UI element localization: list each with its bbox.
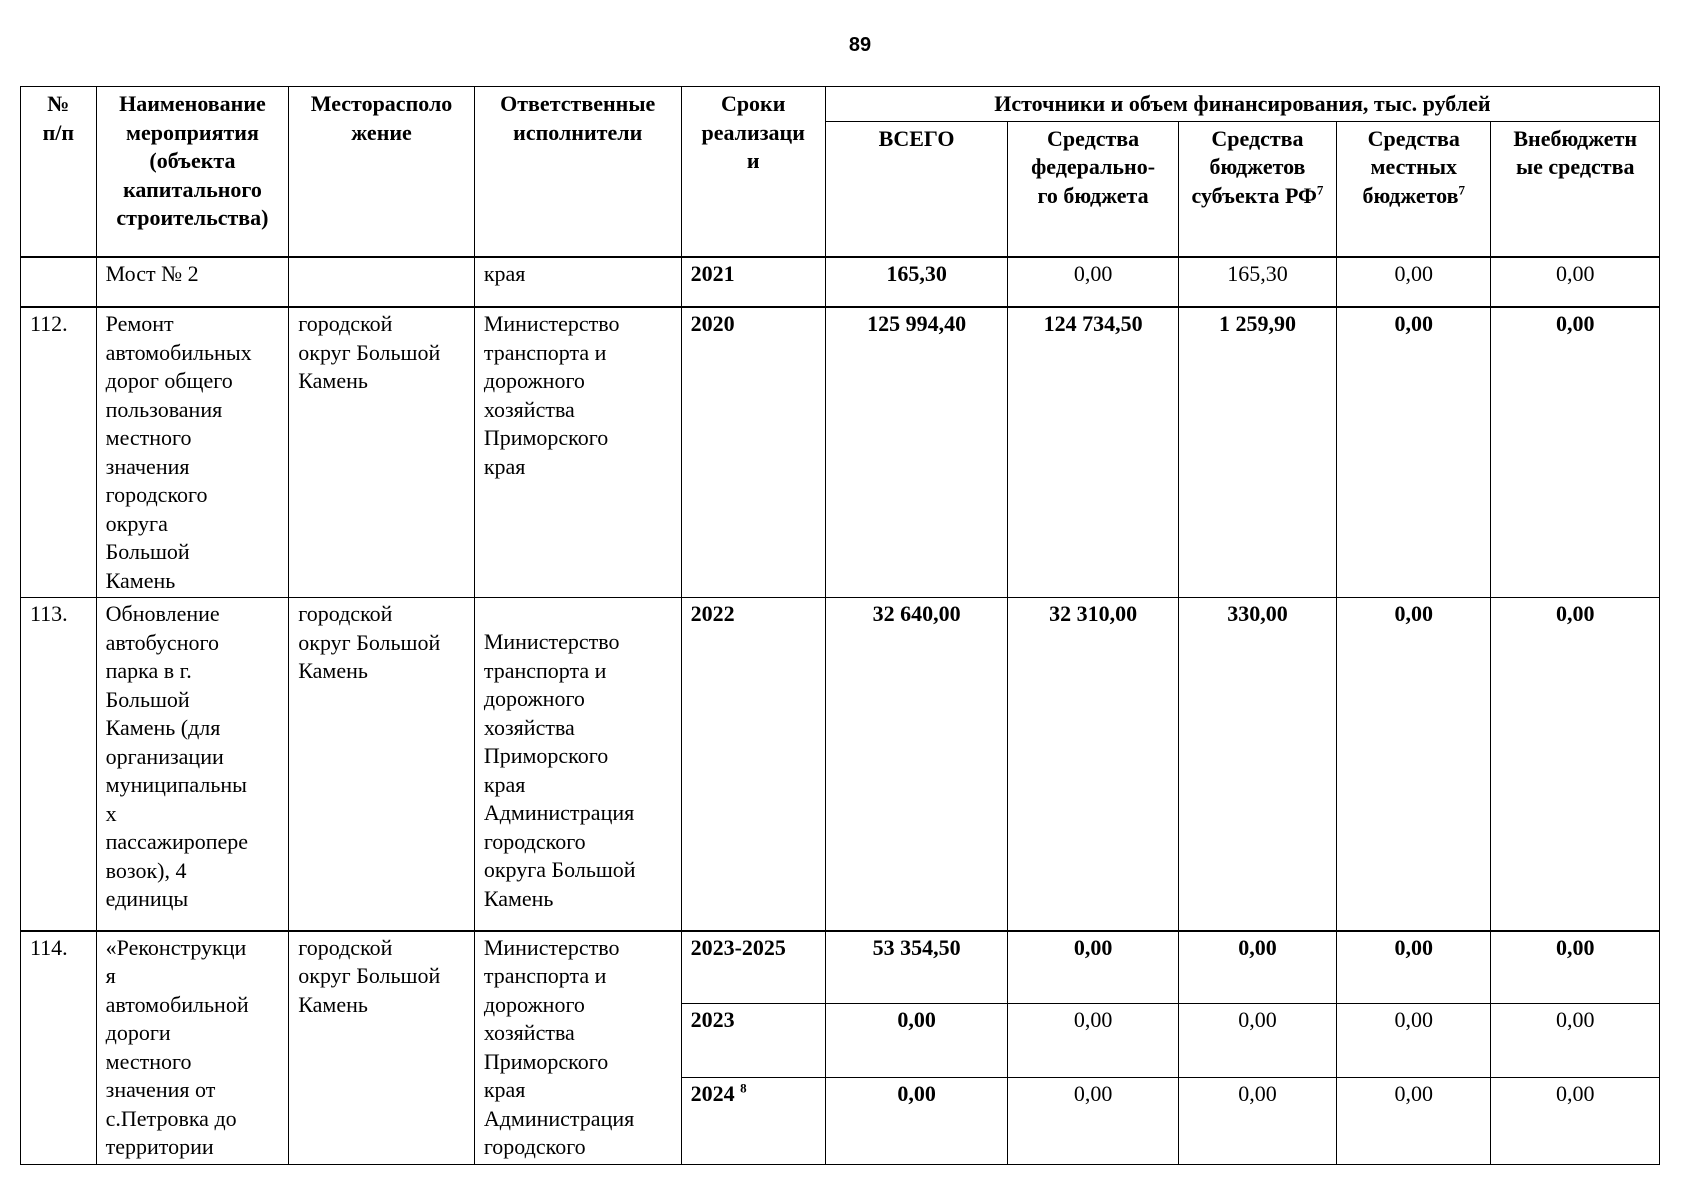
cell-period: 2022 [681, 598, 825, 931]
cell-federal: 124 734,50 [1008, 307, 1178, 598]
header-local-footnote: 7 [1458, 182, 1465, 198]
cell-local: 0,00 [1337, 257, 1491, 307]
header-federal: Средства федерально- го бюджета [1008, 121, 1178, 257]
cell-subject: 0,00 [1178, 1004, 1336, 1077]
cell-extra: 0,00 [1491, 257, 1660, 307]
cell-local: 0,00 [1337, 931, 1491, 1004]
cell-subject: 0,00 [1178, 931, 1336, 1004]
cell-num [21, 257, 97, 307]
cell-num: 113. [21, 598, 97, 931]
table-row [21, 307, 1660, 598]
cell-federal: 32 310,00 [1008, 598, 1178, 931]
cell-federal: 0,00 [1008, 257, 1178, 307]
cell-location: городской округ Большой Камень [289, 307, 475, 598]
financing-table [20, 86, 1660, 1165]
cell-subject: 1 259,90 [1178, 307, 1336, 598]
header-subject-footnote: 7 [1316, 182, 1324, 198]
period-footnote: 8 [740, 1080, 747, 1096]
header-name: Наименование мероприятия (объекта капитального строительства) [96, 87, 289, 258]
cell-name: Мост № 2 [96, 257, 289, 307]
cell-extra: 0,00 [1491, 1077, 1660, 1164]
header-local [1337, 121, 1491, 257]
cell-total: 0,00 [825, 1077, 1008, 1164]
table-row [21, 931, 1660, 1004]
cell-name: Обновление автобусного парка в г. Большой Камень (для организации муниципальны х пассажиропере возок), 4 единицы [96, 598, 289, 931]
table-row [21, 598, 1660, 931]
header-subject [1178, 121, 1336, 257]
cell-num: 114. [21, 931, 97, 1165]
cell-federal: 0,00 [1008, 1077, 1178, 1164]
cell-location: городской округ Большой Камень [289, 931, 475, 1165]
cell-responsible: Министерство транспорта и дорожного хозяйства Приморского края Администрация городского [474, 931, 681, 1165]
cell-extra: 0,00 [1491, 307, 1660, 598]
cell-location: городской округ Большой Камень [289, 598, 475, 931]
header-responsible: Ответственные исполнители [474, 87, 681, 258]
cell-num: 112. [21, 307, 97, 598]
cell-subject: 165,30 [1178, 257, 1336, 307]
header-location: Месторасполо жение [289, 87, 475, 258]
cell-period: 2021 [681, 257, 825, 307]
header-subject-label: Средства бюджетов субъекта РФ [1191, 125, 1317, 208]
cell-local: 0,00 [1337, 598, 1491, 931]
cell-name: Ремонт автомобильных дорог общего пользования местного значения городского округа Большой Камень [96, 307, 289, 598]
cell-total: 0,00 [825, 1004, 1008, 1077]
period-label: 2024 [690, 1080, 741, 1106]
cell-local: 0,00 [1337, 1077, 1491, 1164]
cell-local: 0,00 [1337, 307, 1491, 598]
cell-extra: 0,00 [1491, 931, 1660, 1004]
cell-period [681, 1004, 825, 1077]
cell-subject: 330,00 [1178, 598, 1336, 931]
cell-total: 32 640,00 [825, 598, 1008, 931]
cell-total: 53 354,50 [825, 931, 1008, 1004]
cell-period [681, 931, 825, 1004]
cell-period [681, 1077, 825, 1164]
header-funding: Источники и объем финансирования, тыс. рублей [825, 87, 1659, 122]
cell-total: 125 994,40 [825, 307, 1008, 598]
cell-extra: 0,00 [1491, 1004, 1660, 1077]
table-row [21, 257, 1660, 307]
period-label: 2023 [690, 1007, 735, 1033]
header-extra: Внебюджетн ые средства [1491, 121, 1660, 257]
cell-responsible: Министерство транспорта и дорожного хозяйства Приморского края Администрация городского округа Большой Камень [474, 598, 681, 931]
cell-extra: 0,00 [1491, 598, 1660, 931]
cell-responsible: края [474, 257, 681, 307]
cell-federal: 0,00 [1008, 931, 1178, 1004]
header-total: ВСЕГО [825, 121, 1008, 257]
header-period: Сроки реализаци и [681, 87, 825, 258]
cell-name: «Реконструкци я автомобильной дороги местного значения от с.Петровка до территории [96, 931, 289, 1165]
cell-local: 0,00 [1337, 1004, 1491, 1077]
header-local-label: Средства местных бюджетов [1362, 125, 1460, 208]
cell-federal: 0,00 [1008, 1004, 1178, 1077]
cell-total: 165,30 [825, 257, 1008, 307]
cell-responsible: Министерство транспорта и дорожного хозяйства Приморского края [474, 307, 681, 598]
header-num: № п/п [21, 87, 97, 258]
page-number: 89 [848, 34, 872, 56]
cell-period: 2020 [681, 307, 825, 598]
cell-subject: 0,00 [1178, 1077, 1336, 1164]
period-label: 2023-2025 [690, 934, 786, 960]
cell-location [289, 257, 475, 307]
